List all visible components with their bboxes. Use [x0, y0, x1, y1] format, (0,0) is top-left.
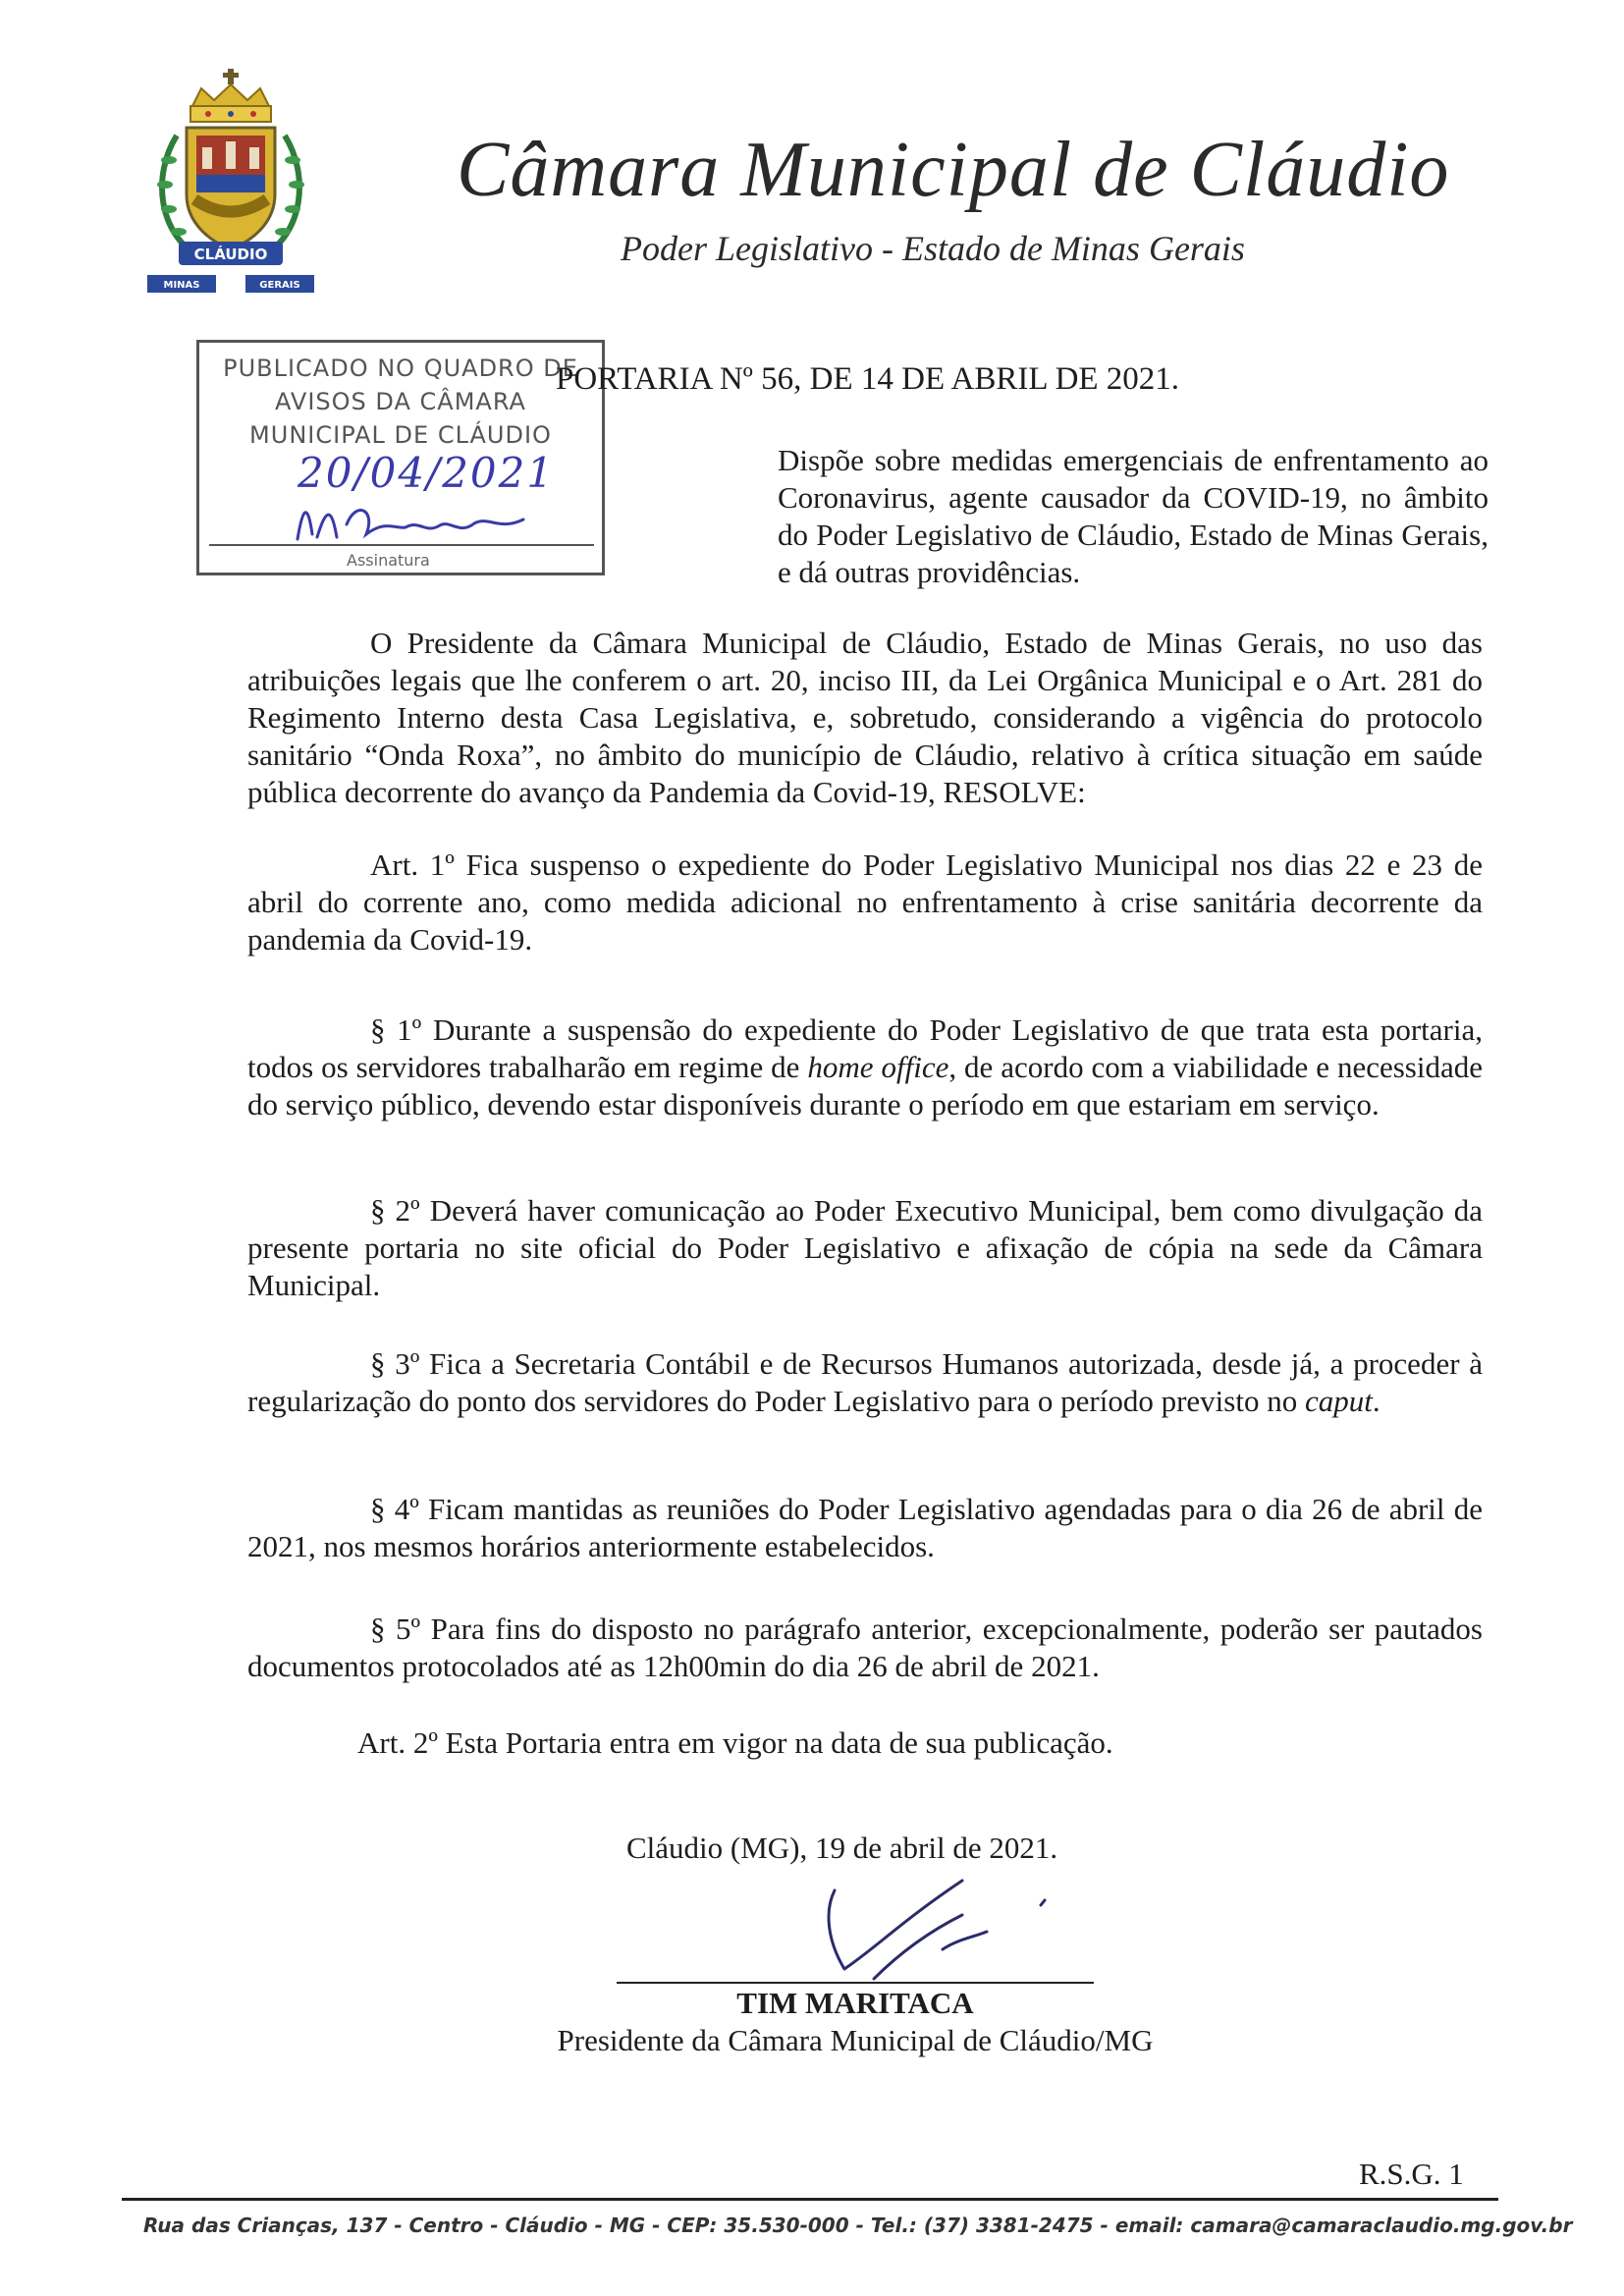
paragraph-1-emphasis: home office [807, 1050, 949, 1084]
svg-text:GERAIS: GERAIS [259, 280, 300, 291]
stamp-line-2: AVISOS DA CÂMARA [275, 388, 526, 415]
place-and-date: Cláudio (MG), 19 de abril de 2021. [626, 1831, 1058, 1865]
signature-line [617, 1982, 1094, 1984]
municipal-crest-logo [147, 67, 314, 302]
paragraph-3-text-a: § 3º Fica a Secretaria Contábil e de Recursos Humanos autorizada, desde já, a proceder à regularização do ponto dos servidores do Poder Legislativo para o período previsto no [247, 1346, 1483, 1418]
org-name: Câmara Municipal de Cláudio [457, 127, 1450, 213]
paragraph-3 [247, 1345, 1483, 1420]
signer-name: TIM MARITACA [736, 1986, 974, 2020]
signer-role: Presidente da Câmara Municipal de Cláudio/MG [557, 2023, 1154, 2057]
paragraph-1-text-b: , de acordo com a viabilidade e necessidade do serviço público, devendo estar disponíveis durante o período em que estariam em serviço. [247, 1050, 1483, 1121]
paragraph-3-emphasis: caput [1304, 1384, 1373, 1418]
stamp-signature-caption: Assinatura [347, 551, 430, 570]
stamp-line-3: MUNICIPAL DE CLÁUDIO [249, 421, 552, 449]
paragraph-5-text: § 5º Para fins do disposto no parágrafo anterior, excepcionalmente, poderão ser pautados documentos protocolados até as 12h00min do dia 26 de abril de 2021. [247, 1612, 1483, 1683]
document-title: PORTARIA Nº 56, DE 14 DE ABRIL DE 2021. [556, 361, 1180, 397]
article-2-text: Art. 2º Esta Portaria entra em vigor na data de sua publicação. [357, 1725, 1113, 1760]
svg-text:MINAS: MINAS [163, 280, 200, 291]
svg-text:CLÁUDIO: CLÁUDIO [193, 246, 268, 263]
paragraph-1 [247, 1011, 1483, 1123]
publication-stamp [196, 340, 605, 575]
article-2 [247, 1724, 1483, 1762]
document-ementa: Dispõe sobre medidas emergenciais de enfrentamento ao Coronavirus, agente causador da COVID-19, no âmbito do Poder Legislativo de Cláudio, Estado de Minas Gerais, e dá outras providências. [778, 443, 1489, 589]
stamp-handwritten-date: 20/04/2021 [298, 449, 556, 497]
stamp-line-1: PUBLICADO NO QUADRO DE [223, 355, 578, 382]
preamble-text: O Presidente da Câmara Municipal de Cláudio, Estado de Minas Gerais, no uso das atribuições legais que lhe conferem o art. 20, inciso III, da Lei Orgânica Municipal e o Art. 281 do Regimento Interno desta Casa Legislativa, e, sobretudo, considerando a vigência do protocolo sanitário “Onda Roxa”, no âmbito do município de Cláudio, relativo à crítica situação em saúde pública decorrente do avanço da Pandemia da Covid-19, RESOLVE: [247, 626, 1483, 809]
paragraph-4 [247, 1491, 1483, 1565]
article-1-text: Art. 1º Fica suspenso o expediente do Poder Legislativo Municipal nos dias 22 e 23 de abril do corrente ano, como medida adicional no enfrentamento à crise sanitária decorrente da pandemia da Covid-19. [247, 847, 1483, 957]
footer-address: Rua das Crianças, 137 - Centro - Cláudio - MG - CEP: 35.530-000 - Tel.: (37) 3381-2475 - email: camara@camaraclaudio.mg.gov.br [143, 2214, 1573, 2237]
paragraph-4-text: § 4º Ficam mantidas as reuniões do Poder Legislativo agendadas para o dia 26 de abril de 2021, nos mesmos horários anteriormente estabelecidos. [247, 1492, 1483, 1563]
president-signature [815, 1871, 1070, 1998]
paragraph-2 [247, 1192, 1483, 1304]
org-subtitle: Poder Legislativo - Estado de Minas Gerais [621, 229, 1245, 268]
reference-code: R.S.G. 1 [1359, 2157, 1464, 2191]
footer-divider [122, 2198, 1498, 2201]
article-1 [247, 847, 1483, 958]
paragraph-2-text: § 2º Deverá haver comunicação ao Poder Executivo Municipal, bem como divulgação da presente portaria no site oficial do Poder Legislativo e afixação de cópia na sede da Câmara Municipal. [247, 1193, 1483, 1302]
paragraph-1-text-a: § 1º Durante a suspensão do expediente do Poder Legislativo de que trata esta portaria, todos os servidores trabalharão em regime de [247, 1012, 1483, 1084]
stamp-signature-line [209, 544, 594, 546]
paragraph-5 [247, 1611, 1483, 1685]
stamp-signature [288, 480, 553, 559]
paragraph-3-text-b: . [1372, 1384, 1380, 1418]
preamble-paragraph [247, 625, 1483, 811]
